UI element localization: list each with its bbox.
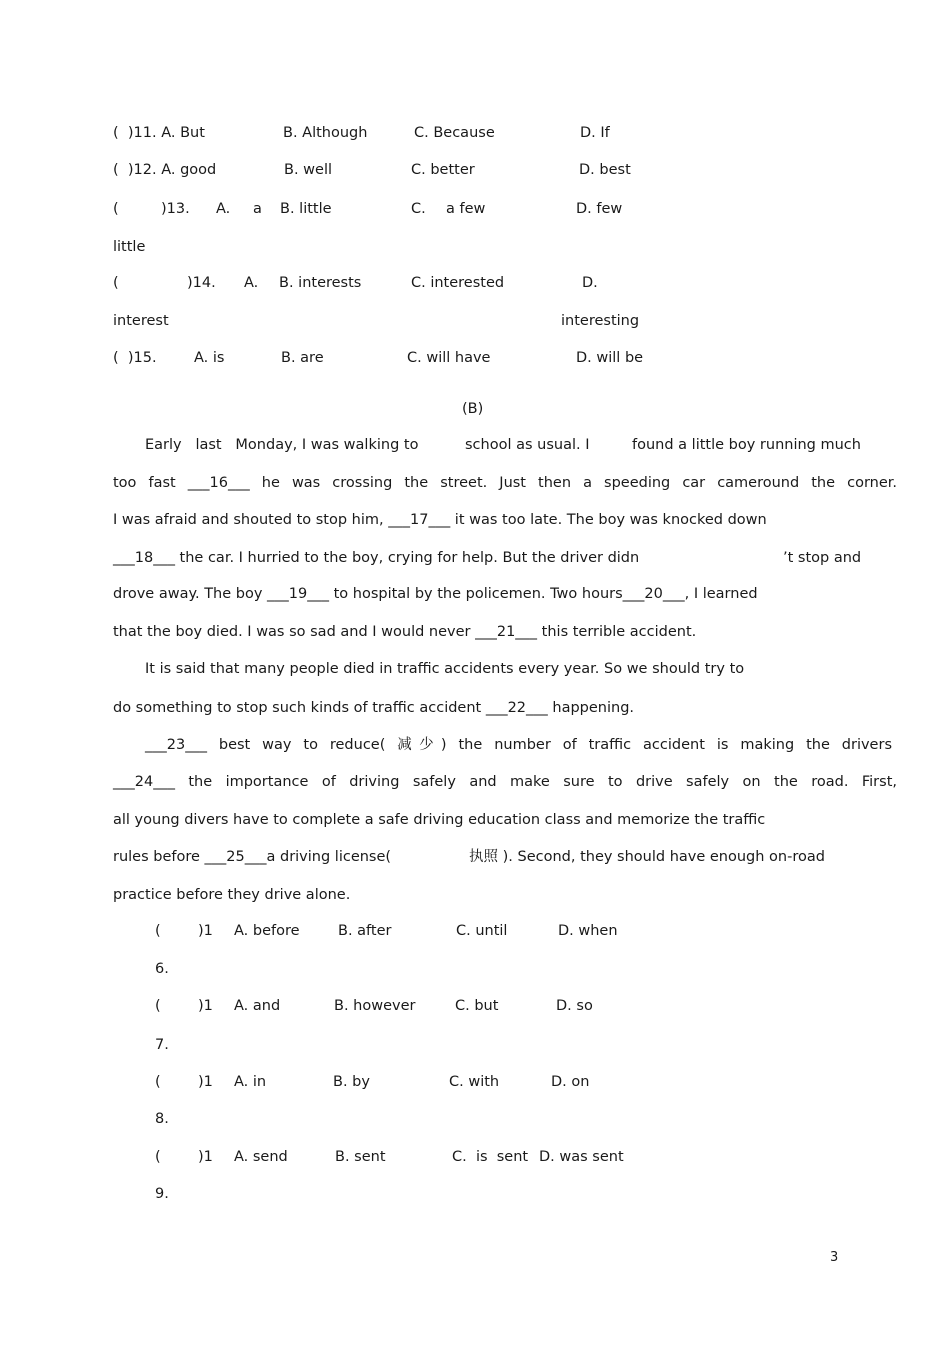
q17-option-c: C. but xyxy=(455,998,499,1014)
q15-option-b: B. are xyxy=(281,350,324,366)
passage-line-6: that the boy died. I was so sad and I would never ___21___ this terrible accident. xyxy=(113,624,697,640)
passage-line-4a: ___18___ the car. I hurried to the boy, crying for help. But the driver didn xyxy=(113,550,640,566)
q15-number: ( )15. xyxy=(113,350,157,366)
passage-line-4b: ’t stop and xyxy=(783,550,862,566)
passage-line-1b: school as usual. I xyxy=(465,437,590,453)
q13-option-c-word: a few xyxy=(446,201,486,217)
q18-option-a: A. in xyxy=(234,1074,267,1090)
page-number: 3 xyxy=(830,1250,839,1265)
q19-option-d: D. was sent xyxy=(539,1149,624,1165)
passage-line-1a: Early last Monday, I was walking to xyxy=(145,437,419,453)
q15-option-c: C. will have xyxy=(407,350,491,366)
q18-wrap: 8. xyxy=(155,1111,169,1127)
q19-option-b: B. sent xyxy=(335,1149,386,1165)
q12-option-d: D. best xyxy=(579,162,631,178)
q17-paren: ( xyxy=(155,998,161,1014)
q15-option-d: D. will be xyxy=(576,350,644,366)
q13-wrap: little xyxy=(113,239,146,255)
passage-line-8: do something to stop such kinds of traffic accident ___22___ happening. xyxy=(113,700,635,716)
passage-line-11: all young divers have to complete a safe driving education class and memorize the traffic xyxy=(113,812,766,828)
q16-option-d: D. when xyxy=(558,923,618,939)
passage-line-1c: found a little boy running much xyxy=(632,437,861,453)
q16-number: )1 xyxy=(198,923,213,939)
q17-option-b: B. however xyxy=(334,998,416,1014)
passage-line-12a: rules before ___25___a driving license( xyxy=(113,849,392,865)
q16-option-b: B. after xyxy=(338,923,392,939)
q14-wrap-d: interesting xyxy=(561,313,640,329)
q11-option-d: D. If xyxy=(580,125,610,141)
passage-line-10: ___24___ the importance of driving safely and make sure to drive safely on the road. First, xyxy=(113,774,897,790)
q11-option-c: C. Because xyxy=(414,125,495,141)
q18-number: )1 xyxy=(198,1074,213,1090)
q14-wrap-a: interest xyxy=(113,313,169,329)
q17-wrap: 7. xyxy=(155,1037,169,1053)
q18-option-b: B. by xyxy=(333,1074,370,1090)
q17-number: )1 xyxy=(198,998,213,1014)
q12-option-c: C. better xyxy=(411,162,475,178)
q13-paren: ( xyxy=(113,201,119,217)
q11-number: ( )11. A. But xyxy=(113,125,205,141)
passage-line-12b: 执照 ). Second, they should have enough on-road xyxy=(469,849,825,865)
q14-option-b: B. interests xyxy=(279,275,362,291)
q18-option-d: D. on xyxy=(551,1074,590,1090)
q19-option-c: C. is sent xyxy=(452,1149,529,1165)
q16-paren: ( xyxy=(155,923,161,939)
q17-option-a: A. and xyxy=(234,998,281,1014)
q13-option-c: C. xyxy=(411,201,426,217)
section-heading: (B) xyxy=(462,401,484,417)
passage-line-5: drove away. The boy ___19___ to hospital by the policemen. Two hours___20___, I learned xyxy=(113,586,758,602)
q11-option-b: B. Although xyxy=(283,125,368,141)
q19-paren: ( xyxy=(155,1149,161,1165)
q18-paren: ( xyxy=(155,1074,161,1090)
q15-option-a: A. is xyxy=(194,350,225,366)
q13-option-a-word: a xyxy=(253,201,262,217)
passage-line-2: too fast ___16___ he was crossing the street. Just then a speeding car cameround the corner. xyxy=(113,475,897,491)
q18-option-c: C. with xyxy=(449,1074,500,1090)
q19-option-a: A. send xyxy=(234,1149,288,1165)
q16-wrap: 6. xyxy=(155,961,169,977)
q12-number: ( )12. A. good xyxy=(113,162,217,178)
q13-option-b: B. little xyxy=(280,201,332,217)
q19-wrap: 9. xyxy=(155,1186,169,1202)
q12-option-b: B. well xyxy=(284,162,333,178)
q13-option-d: D. few xyxy=(576,201,623,217)
q19-number: )1 xyxy=(198,1149,213,1165)
passage-line-13: practice before they drive alone. xyxy=(113,887,351,903)
q17-option-d: D. so xyxy=(556,998,593,1014)
q16-option-a: A. before xyxy=(234,923,300,939)
q13-number: )13. xyxy=(161,201,190,217)
passage-line-7: It is said that many people died in traffic accidents every year. So we should try to xyxy=(145,661,745,677)
q14-option-a: A. xyxy=(244,275,259,291)
q14-option-c: C. interested xyxy=(411,275,505,291)
q14-number: )14. xyxy=(187,275,216,291)
q14-option-d: D. xyxy=(582,275,598,291)
q14-paren: ( xyxy=(113,275,119,291)
q13-option-a: A. xyxy=(216,201,231,217)
q16-option-c: C. until xyxy=(456,923,508,939)
passage-line-9: ___23___ best way to reduce( 减少) the number of traffic accident is making the drivers xyxy=(145,737,892,753)
passage-line-3: I was afraid and shouted to stop him, ___17___ it was too late. The boy was knocked down xyxy=(113,512,767,528)
